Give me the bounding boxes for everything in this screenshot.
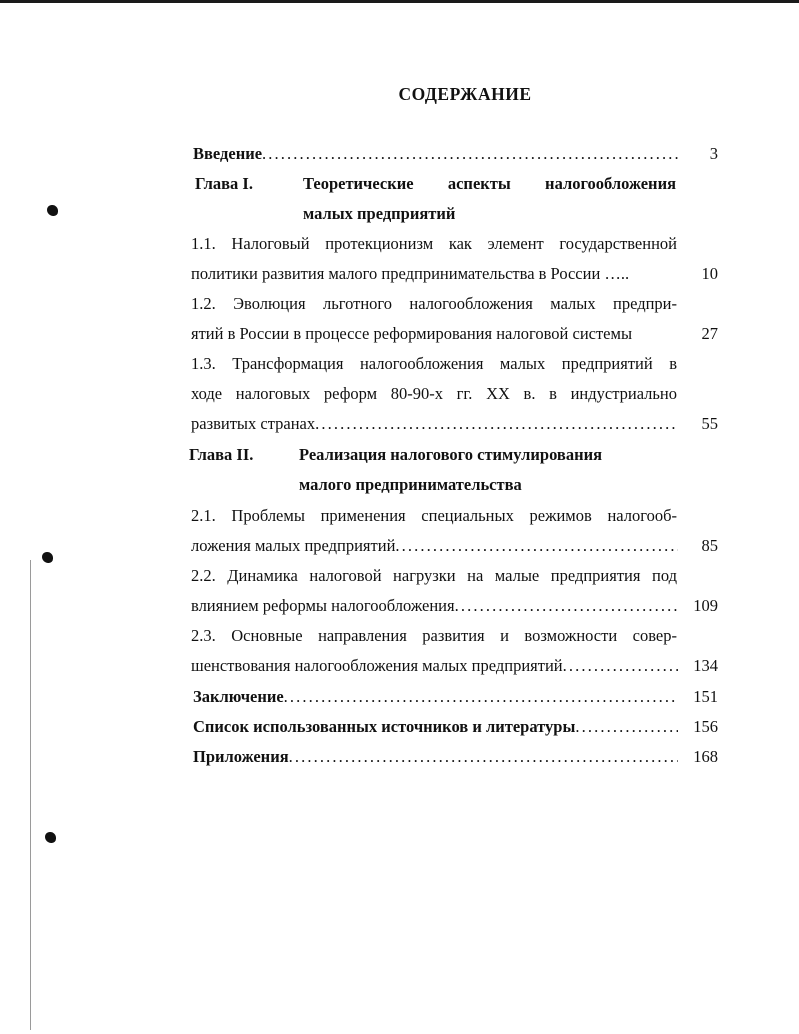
punch-hole-mark [47,205,58,216]
chapter-label: Глава I. [195,174,253,193]
toc-page-number: 151 [693,687,718,706]
chapter-label: Глава II. [189,445,254,464]
leader-dots [262,141,678,167]
toc-entry-1-2-cont: ятий в России в процессе реформирования налоговой системы [191,324,633,343]
scan-left-line [30,560,31,1030]
toc-entry-2-3: 2.3. Основные направления развития и возможности совер- [191,626,677,645]
toc-entry-conclusion [193,684,678,710]
toc-page-number: 3 [709,144,718,163]
toc-entry-label: Введение [193,144,263,163]
toc-page-number: 156 [693,717,718,736]
leader-dots [395,533,678,559]
toc-entry-label: Приложения [193,747,289,766]
toc-entry-label: развитых странах [191,414,316,433]
chapter-title-line: малого предпринимательства [299,475,522,494]
toc-page-number: 134 [693,656,718,675]
toc-entry-1-3: 1.3. Трансформация налогообложения малых предприятий в [191,354,677,373]
chapter-title-line: малых предприятий [303,204,456,223]
toc-entry-introduction [193,141,678,167]
chapter-title-line: Теоретические аспекты налогообложения [303,174,676,193]
toc-page-number: 55 [701,414,718,433]
toc-page-number: 85 [701,536,718,555]
toc-entry-label: Заключение [193,687,284,706]
toc-page-number: 168 [693,747,718,766]
punch-hole-mark [42,552,53,563]
toc-entry-2-1: 2.1. Проблемы применения специальных режимов налогооб- [191,506,677,525]
leader-dots [315,411,678,437]
toc-entry-2-1-cont [191,533,678,559]
toc-page-number: 27 [701,324,718,343]
toc-entry-1-3-last [191,411,678,437]
toc-entry-appendices [193,744,678,770]
toc-page-number: 10 [701,264,718,283]
toc-entry-2-2-cont [191,593,678,619]
leader-dots [455,593,678,619]
toc-entry-label: влиянием реформы налогообложения [191,596,455,615]
toc-entry-label: шенствования налогообложения малых предприятий [191,656,563,675]
toc-entry-label: Список использованных источников и литературы [193,717,576,736]
leader-dots [575,714,678,740]
page-title: СОДЕРЖАНИЕ [398,84,532,104]
toc-page-number: 109 [693,596,718,615]
toc-entry-1-2: 1.2. Эволюция льготного налогообложения малых предпри- [191,294,677,313]
toc-entry-1-3-cont: ходе налоговых реформ 80-90-х гг. XX в. в индустриально [191,384,677,403]
leader-dots [284,684,678,710]
punch-hole-mark [45,832,56,843]
toc-entry-label: ложения малых предприятий [191,536,396,555]
chapter-title-line: Реализация налогового стимулирования [299,445,603,464]
toc-entry-1-1-cont: политики развития малого предпринимательства в России ….. [191,264,630,283]
leader-dots [563,653,678,679]
toc-entry-2-2: 2.2. Динамика налоговой нагрузки на малые предприятия под [191,566,677,585]
scan-top-border [0,0,799,3]
leader-dots [289,744,678,770]
toc-entry-bibliography [193,714,678,740]
toc-entry-1-1: 1.1. Налоговый протекционизм как элемент государственной [191,234,677,253]
toc-entry-2-3-cont [191,653,678,679]
